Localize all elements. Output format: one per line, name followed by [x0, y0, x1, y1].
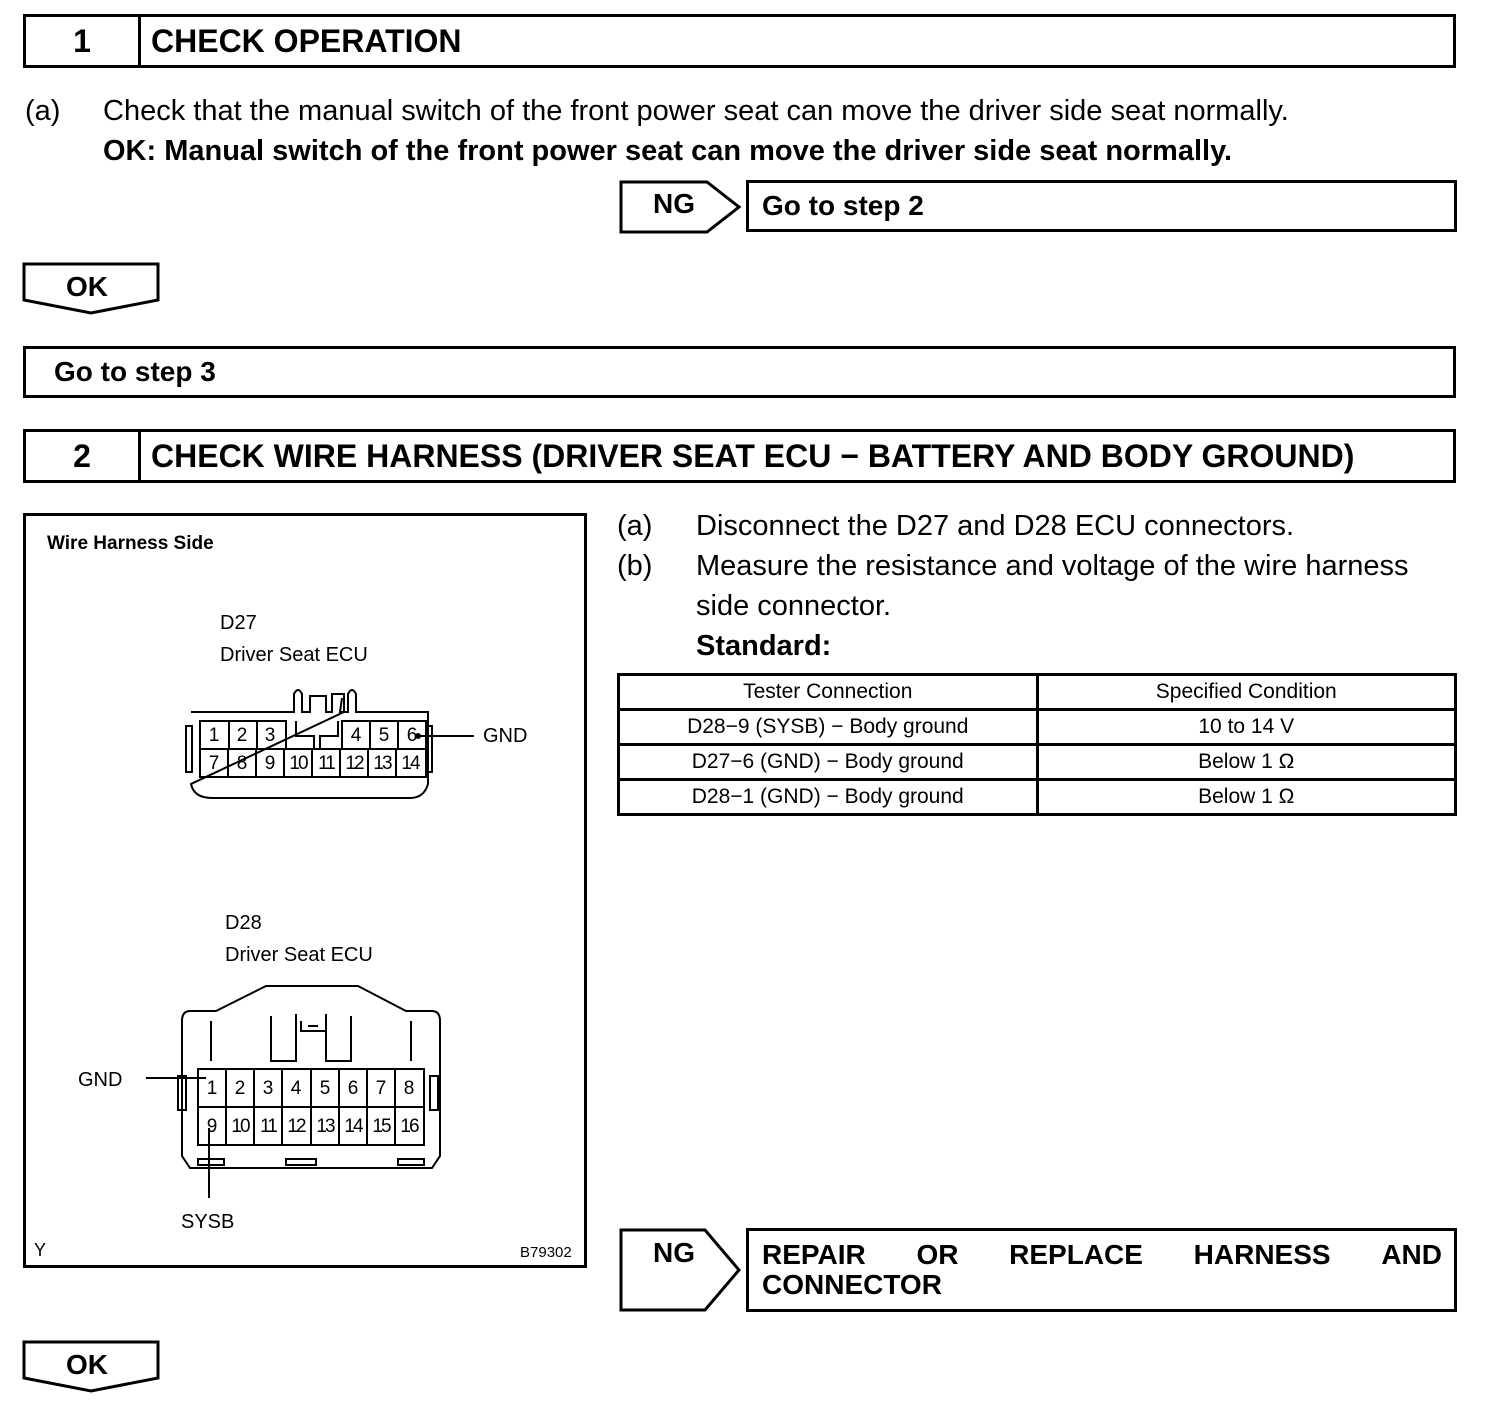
d28-pin: 6	[347, 1078, 359, 1099]
d28-pin: 7	[375, 1078, 387, 1099]
d28-pin: 8	[403, 1078, 415, 1099]
d28-pin: 16	[400, 1116, 418, 1137]
step1-ok-action: Go to step 3	[54, 356, 216, 387]
step2-header	[23, 429, 1456, 483]
step1-ok-label: OK	[66, 271, 108, 302]
figure-id: B79302	[520, 1244, 572, 1261]
d28-pin: 12	[287, 1116, 305, 1137]
d27-gnd-callout: GND	[483, 725, 528, 747]
step2-item-a-text: Disconnect the D27 and D28 ECU connectors.	[696, 510, 1295, 542]
diagram-title: Wire Harness Side	[47, 533, 214, 554]
table-cell: D28−9 (SYSB) − Body ground	[619, 710, 1038, 745]
step1-item-a-text: Check that the manual switch of the front power seat can move the driver side seat normally.	[103, 95, 1289, 127]
d27-pin: 14	[401, 753, 419, 774]
corner-mark: Y	[34, 1240, 47, 1260]
d27-pin: 12	[345, 753, 363, 774]
step2-ng-action-line1: REPAIR OR REPLACE HARNESS AND	[762, 1239, 1442, 1270]
d28-pin: 9	[206, 1116, 218, 1137]
d28-pin: 15	[372, 1116, 390, 1137]
d28-pin: 10	[231, 1116, 249, 1137]
d27-pin: 2	[236, 725, 248, 746]
step2-item-b-line1: Measure the resistance and voltage of the wire harness	[696, 550, 1409, 582]
d27-pin: 10	[289, 753, 307, 774]
table-cell: Below 1 Ω	[1037, 745, 1456, 780]
step2-title: CHECK WIRE HARNESS (DRIVER SEAT ECU − BATTERY AND BODY GROUND)	[151, 437, 1355, 474]
step1-title: CHECK OPERATION	[151, 22, 462, 59]
step2-number: 2	[26, 432, 141, 480]
d28-code: D28	[225, 912, 262, 934]
d27-pin: 11	[318, 753, 334, 774]
d27-pin: 6	[406, 725, 418, 746]
d28-pin: 14	[344, 1116, 362, 1137]
d27-pin: 5	[378, 725, 390, 746]
d27-pin: 9	[264, 753, 276, 774]
table-cell: 10 to 14 V	[1037, 710, 1456, 745]
d28-pin: 1	[206, 1078, 218, 1099]
table-row	[619, 745, 1456, 780]
step1-ng-action: Go to step 2	[762, 190, 924, 221]
step1-item-a-marker: (a)	[25, 95, 61, 127]
standard-table	[617, 673, 1457, 816]
step1-ok-result: OK: Manual switch of the front power seat can move the driver side seat normally.	[103, 135, 1233, 167]
d27-name: Driver Seat ECU	[220, 644, 368, 666]
d28-sysb-callout: SYSB	[181, 1211, 235, 1233]
d27-pin: 7	[208, 753, 220, 774]
d28-pin: 11	[260, 1116, 276, 1137]
wire-harness-diagram	[23, 513, 587, 1268]
d27-pin: 3	[264, 725, 276, 746]
d28-pin: 3	[262, 1078, 274, 1099]
step1-ng-label: NG	[653, 188, 695, 219]
step2-item-a-marker: (a)	[617, 510, 653, 542]
d28-pin: 2	[234, 1078, 246, 1099]
d27-code: D27	[220, 612, 257, 634]
table-header: Tester Connection	[619, 675, 1038, 710]
step2-item-b-marker: (b)	[617, 550, 653, 582]
d28-gnd-callout: GND	[78, 1069, 123, 1091]
connector-drawings	[26, 516, 584, 1265]
table-cell: D27−6 (GND) − Body ground	[619, 745, 1038, 780]
d28-pin: 5	[319, 1078, 331, 1099]
table-cell: Below 1 Ω	[1037, 780, 1456, 815]
table-row	[619, 780, 1456, 815]
table-header-row	[619, 675, 1456, 710]
table-header: Specified Condition	[1037, 675, 1456, 710]
step1-ng-action-box[interactable]	[746, 180, 1457, 232]
step1-number: 1	[26, 17, 141, 65]
d27-pin: 8	[236, 753, 248, 774]
d28-pin: 4	[290, 1078, 302, 1099]
d27-pin: 13	[373, 753, 391, 774]
table-cell: D28−1 (GND) − Body ground	[619, 780, 1038, 815]
step2-ng-action-line2: CONNECTOR	[762, 1269, 942, 1300]
d28-name: Driver Seat ECU	[225, 944, 373, 966]
d28-pin: 13	[316, 1116, 334, 1137]
step2-ng-label: NG	[653, 1237, 695, 1268]
d27-pin: 4	[350, 725, 362, 746]
d27-pin: 1	[208, 725, 220, 746]
step2-ok-label: OK	[66, 1349, 108, 1380]
step2-item-b-line2: side connector.	[696, 590, 892, 622]
standard-label: Standard:	[696, 630, 832, 662]
step1-header	[23, 14, 1456, 68]
step1-ok-action-box[interactable]	[23, 346, 1456, 398]
table-row	[619, 710, 1456, 745]
step2-ng-action-box[interactable]	[746, 1228, 1457, 1312]
